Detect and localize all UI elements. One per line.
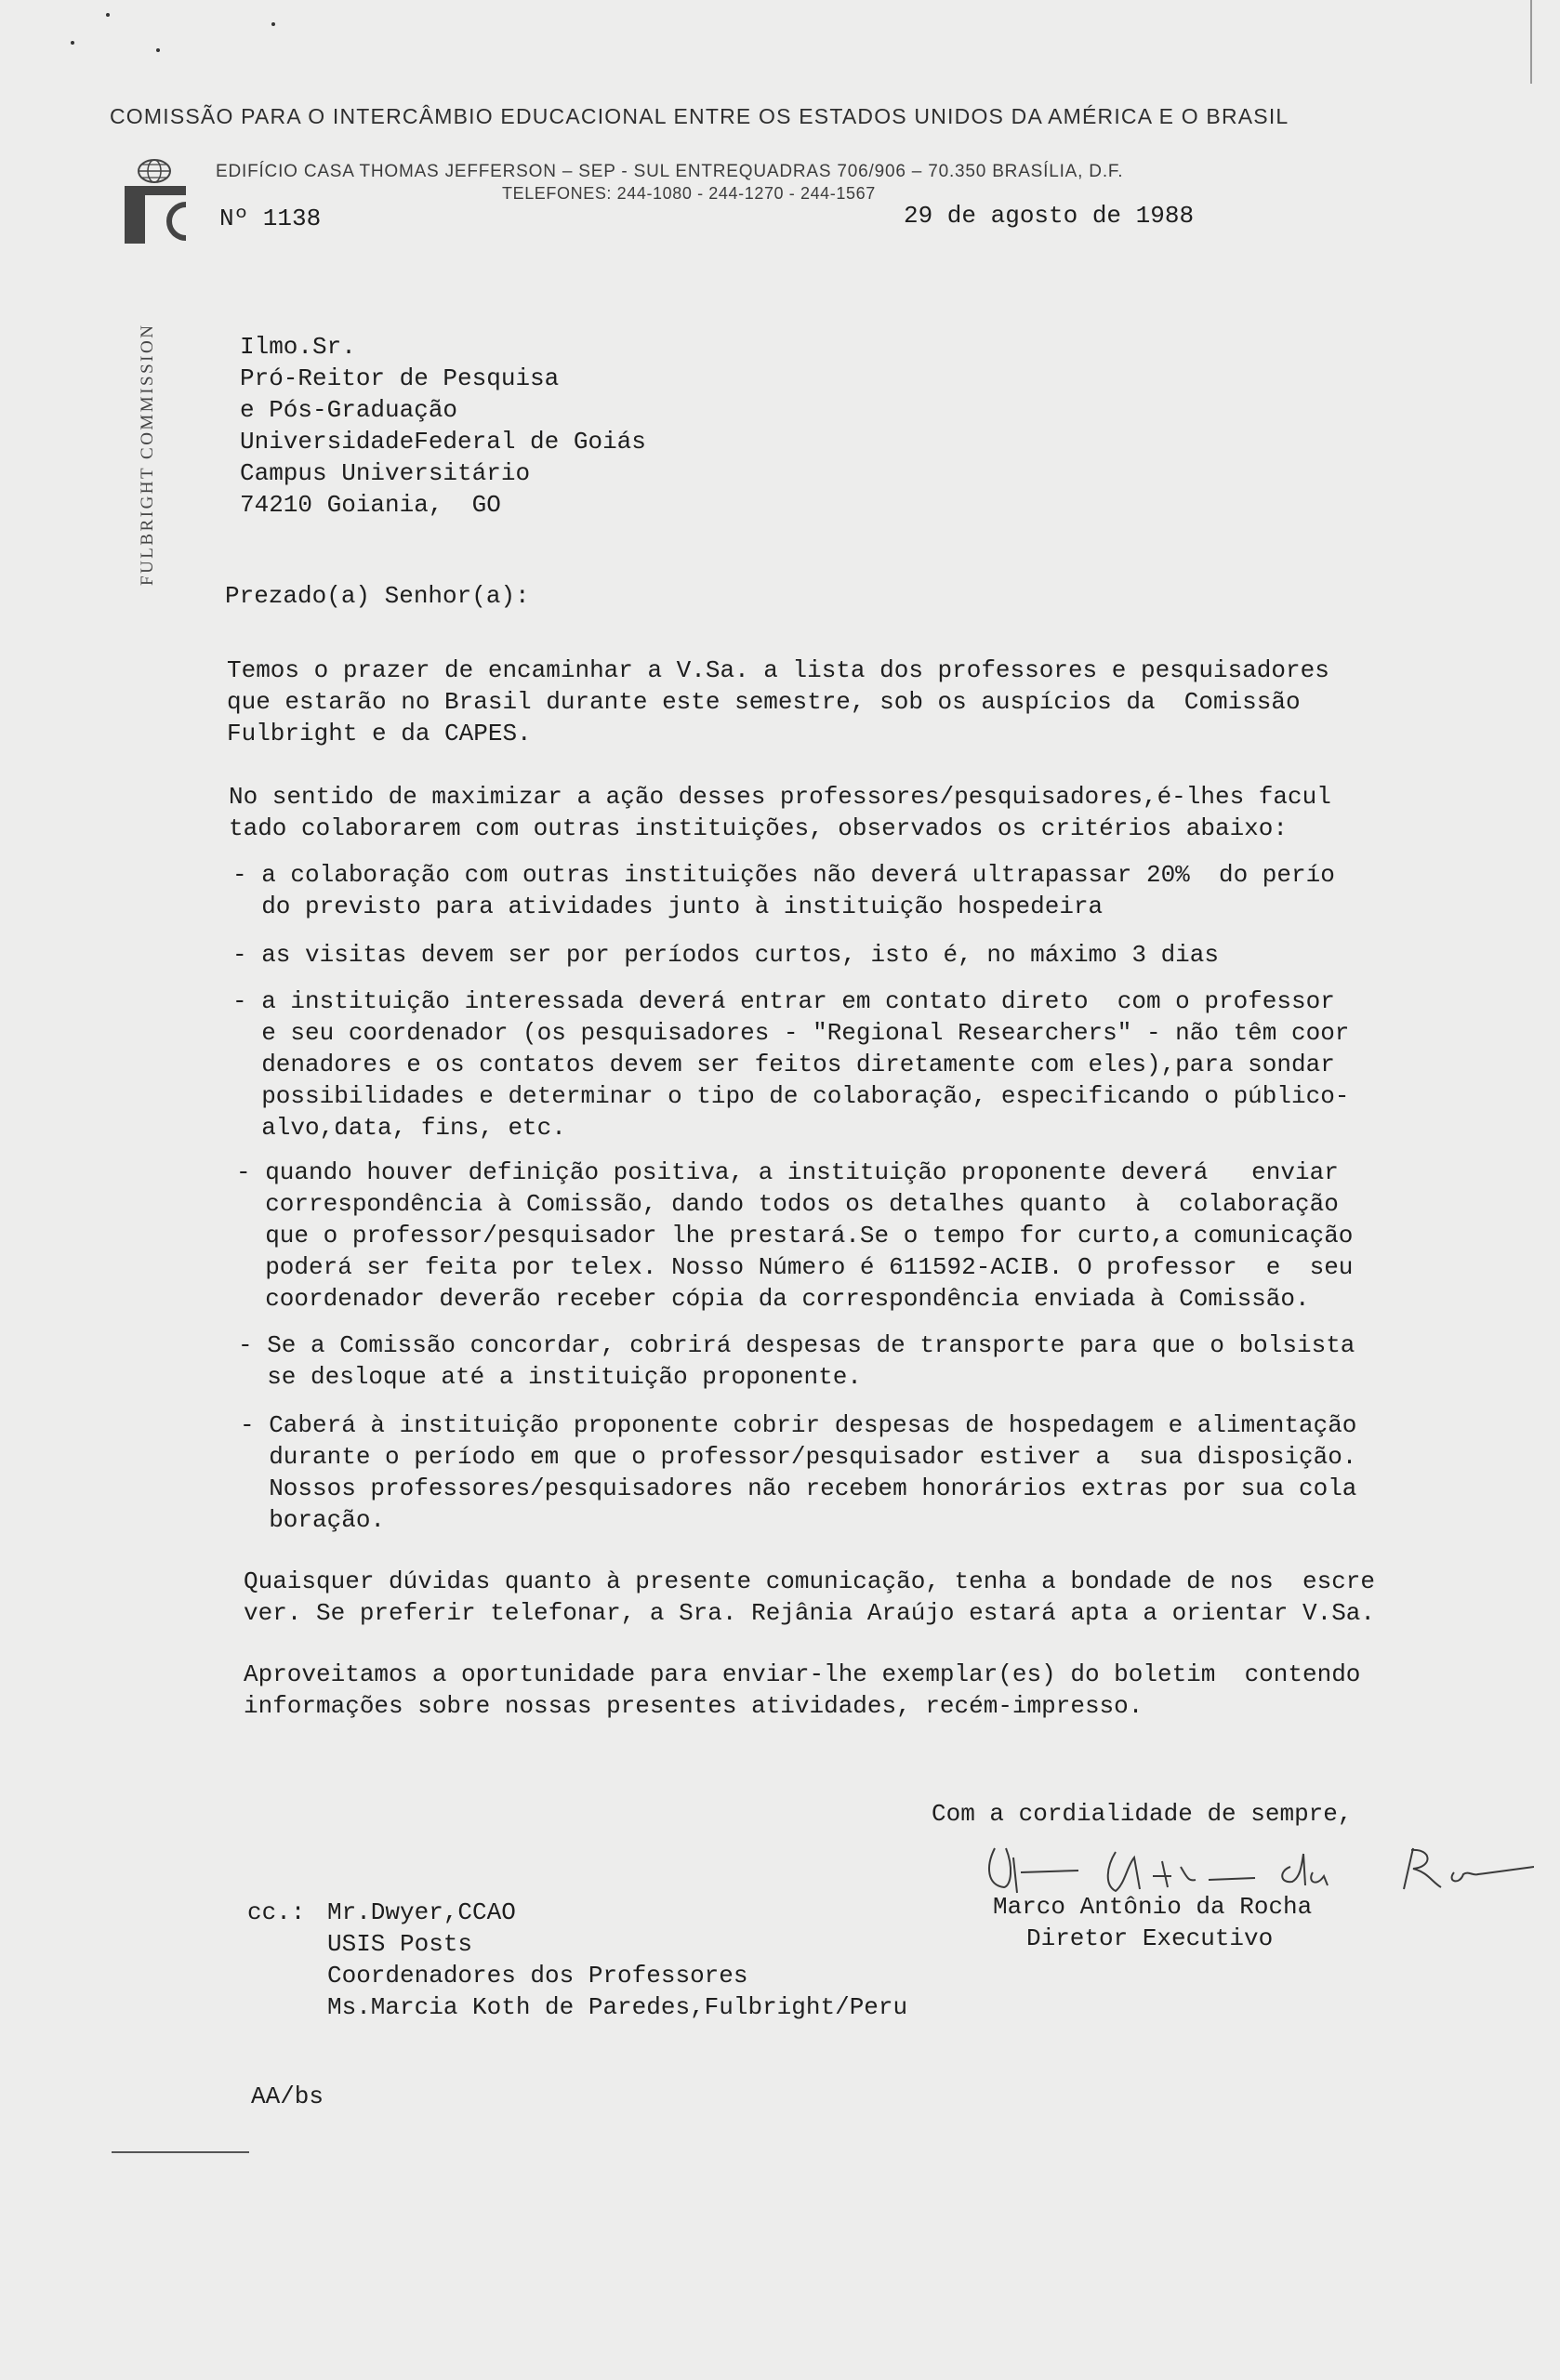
list-item-line: alvo,data, fins, etc. — [232, 1114, 566, 1142]
speck — [271, 22, 275, 26]
cc-label: cc.: — [247, 1898, 306, 1926]
body-line: tado colaborarem com outras instituições, observados os critérios abaixo: — [229, 814, 1288, 842]
list-item-line: se desloque até a instituição proponente. — [238, 1363, 862, 1391]
body-line: No sentido de maximizar a ação desses professores/pesquisadores,é-lhes facul — [229, 783, 1331, 811]
fulbright-globe-logo-icon — [121, 156, 188, 245]
cc-item: USIS Posts — [327, 1930, 473, 1958]
cc-item: Coordenadores dos Professores — [327, 1962, 748, 1990]
recipient-line: Pró-Reitor de Pesquisa — [240, 364, 560, 392]
body-line: ver. Se preferir telefonar, a Sra. Rejânia Araújo estará apta a orientar V.Sa. — [244, 1599, 1375, 1627]
body-line: Fulbright e da CAPES. — [227, 720, 532, 747]
closing-line: Com a cordialidade de sempre, — [932, 1800, 1353, 1828]
recipient-line: Campus Universitário — [240, 459, 531, 487]
list-item-line: - quando houver definição positiva, a instituição proponente deverá enviar — [236, 1158, 1339, 1186]
salutation: Prezado(a) Senhor(a): — [225, 582, 530, 610]
fulbright-commission-side-text: FULBRIGHT COMMISSION — [138, 323, 157, 586]
speck — [71, 41, 74, 45]
footer-rule — [112, 2151, 249, 2153]
letterhead-phones: TELEFONES: 244-1080 - 244-1270 - 244-1567 — [502, 184, 876, 203]
list-item-line: correspondência à Comissão, dando todos os detalhes quanto à colaboração — [236, 1190, 1339, 1218]
signatory-title: Diretor Executivo — [1026, 1924, 1274, 1952]
list-item-line: durante o período em que o professor/pesquisador estiver a sua disposição. — [240, 1443, 1357, 1471]
list-item-line: - a colaboração com outras instituições não deverá ultrapassar 20% do perío — [232, 861, 1335, 889]
list-item-line: denadores e os contatos devem ser feitos diretamente com eles),para sondar — [232, 1051, 1335, 1078]
edge-mark — [1530, 0, 1532, 84]
body-line: Aproveitamos a oportunidade para enviar-lhe exemplar(es) do boletim contendo — [244, 1660, 1361, 1688]
list-item-line: boração. — [240, 1506, 386, 1534]
list-item-line: do previsto para atividades junto à instituição hospedeira — [232, 892, 1104, 920]
letter-number: Nº 1138 — [219, 205, 322, 232]
list-item-line: possibilidades e determinar o tipo de colaboração, especificando o público- — [232, 1082, 1350, 1110]
list-item-line: - Caberá à instituição proponente cobrir despesas de hospedagem e alimentação — [240, 1411, 1357, 1439]
list-item-line: poderá ser feita por telex. Nosso Número é 611592-ACIB. O professor e seu — [236, 1253, 1354, 1281]
list-item-line: - a instituição interessada deverá entrar em contato direto com o professor — [232, 987, 1335, 1015]
list-item-line: - Se a Comissão concordar, cobrirá despesas de transporte para que o bolsista — [238, 1331, 1355, 1359]
letterhead-title: COMISSÃO PARA O INTERCÂMBIO EDUCACIONAL ENTRE OS ESTADOS UNIDOS DA AMÉRICA E O BRASIL — [110, 104, 1289, 128]
list-item-line: e seu coordenador (os pesquisadores - "Regional Researchers" - não têm coor — [232, 1019, 1350, 1047]
recipient-line: 74210 Goiania, GO — [240, 491, 501, 519]
body-line: Quaisquer dúvidas quanto à presente comunicação, tenha a bondade de nos escre — [244, 1567, 1375, 1595]
letterhead-address: EDIFÍCIO CASA THOMAS JEFFERSON – SEP - SUL ENTREQUADRAS 706/906 – 70.350 BRASÍLIA, D.F. — [216, 162, 1124, 181]
speck — [106, 13, 110, 17]
body-line: Temos o prazer de encaminhar a V.Sa. a lista dos professores e pesquisadores — [227, 656, 1329, 684]
recipient-line: e Pós-Graduação — [240, 396, 458, 424]
list-item-line: que o professor/pesquisador lhe prestará.Se o tempo for curto,a comunicação — [236, 1222, 1354, 1250]
signatory-name: Marco Antônio da Rocha — [993, 1893, 1313, 1921]
recipient-line: Ilmo.Sr. — [240, 333, 356, 361]
list-item-line: Nossos professores/pesquisadores não recebem honorários extras por sua cola — [240, 1474, 1357, 1502]
body-line: que estarão no Brasil durante este semestre, sob os auspícios da Comissão — [227, 688, 1301, 716]
cc-item: Mr.Dwyer,CCAO — [327, 1898, 516, 1926]
body-line: informações sobre nossas presentes atividades, recém-impresso. — [244, 1692, 1144, 1720]
recipient-line: UniversidadeFederal de Goiás — [240, 428, 646, 456]
speck — [156, 48, 160, 52]
list-item-line: coordenador deverão receber cópia da correspondência enviada à Comissão. — [236, 1285, 1310, 1313]
typist-initials: AA/bs — [251, 2082, 324, 2110]
list-item-line: - as visitas devem ser por períodos curtos, isto é, no máximo 3 dias — [232, 941, 1219, 969]
cc-item: Ms.Marcia Koth de Paredes,Fulbright/Peru — [327, 1993, 908, 2021]
letter-date: 29 de agosto de 1988 — [904, 202, 1195, 230]
